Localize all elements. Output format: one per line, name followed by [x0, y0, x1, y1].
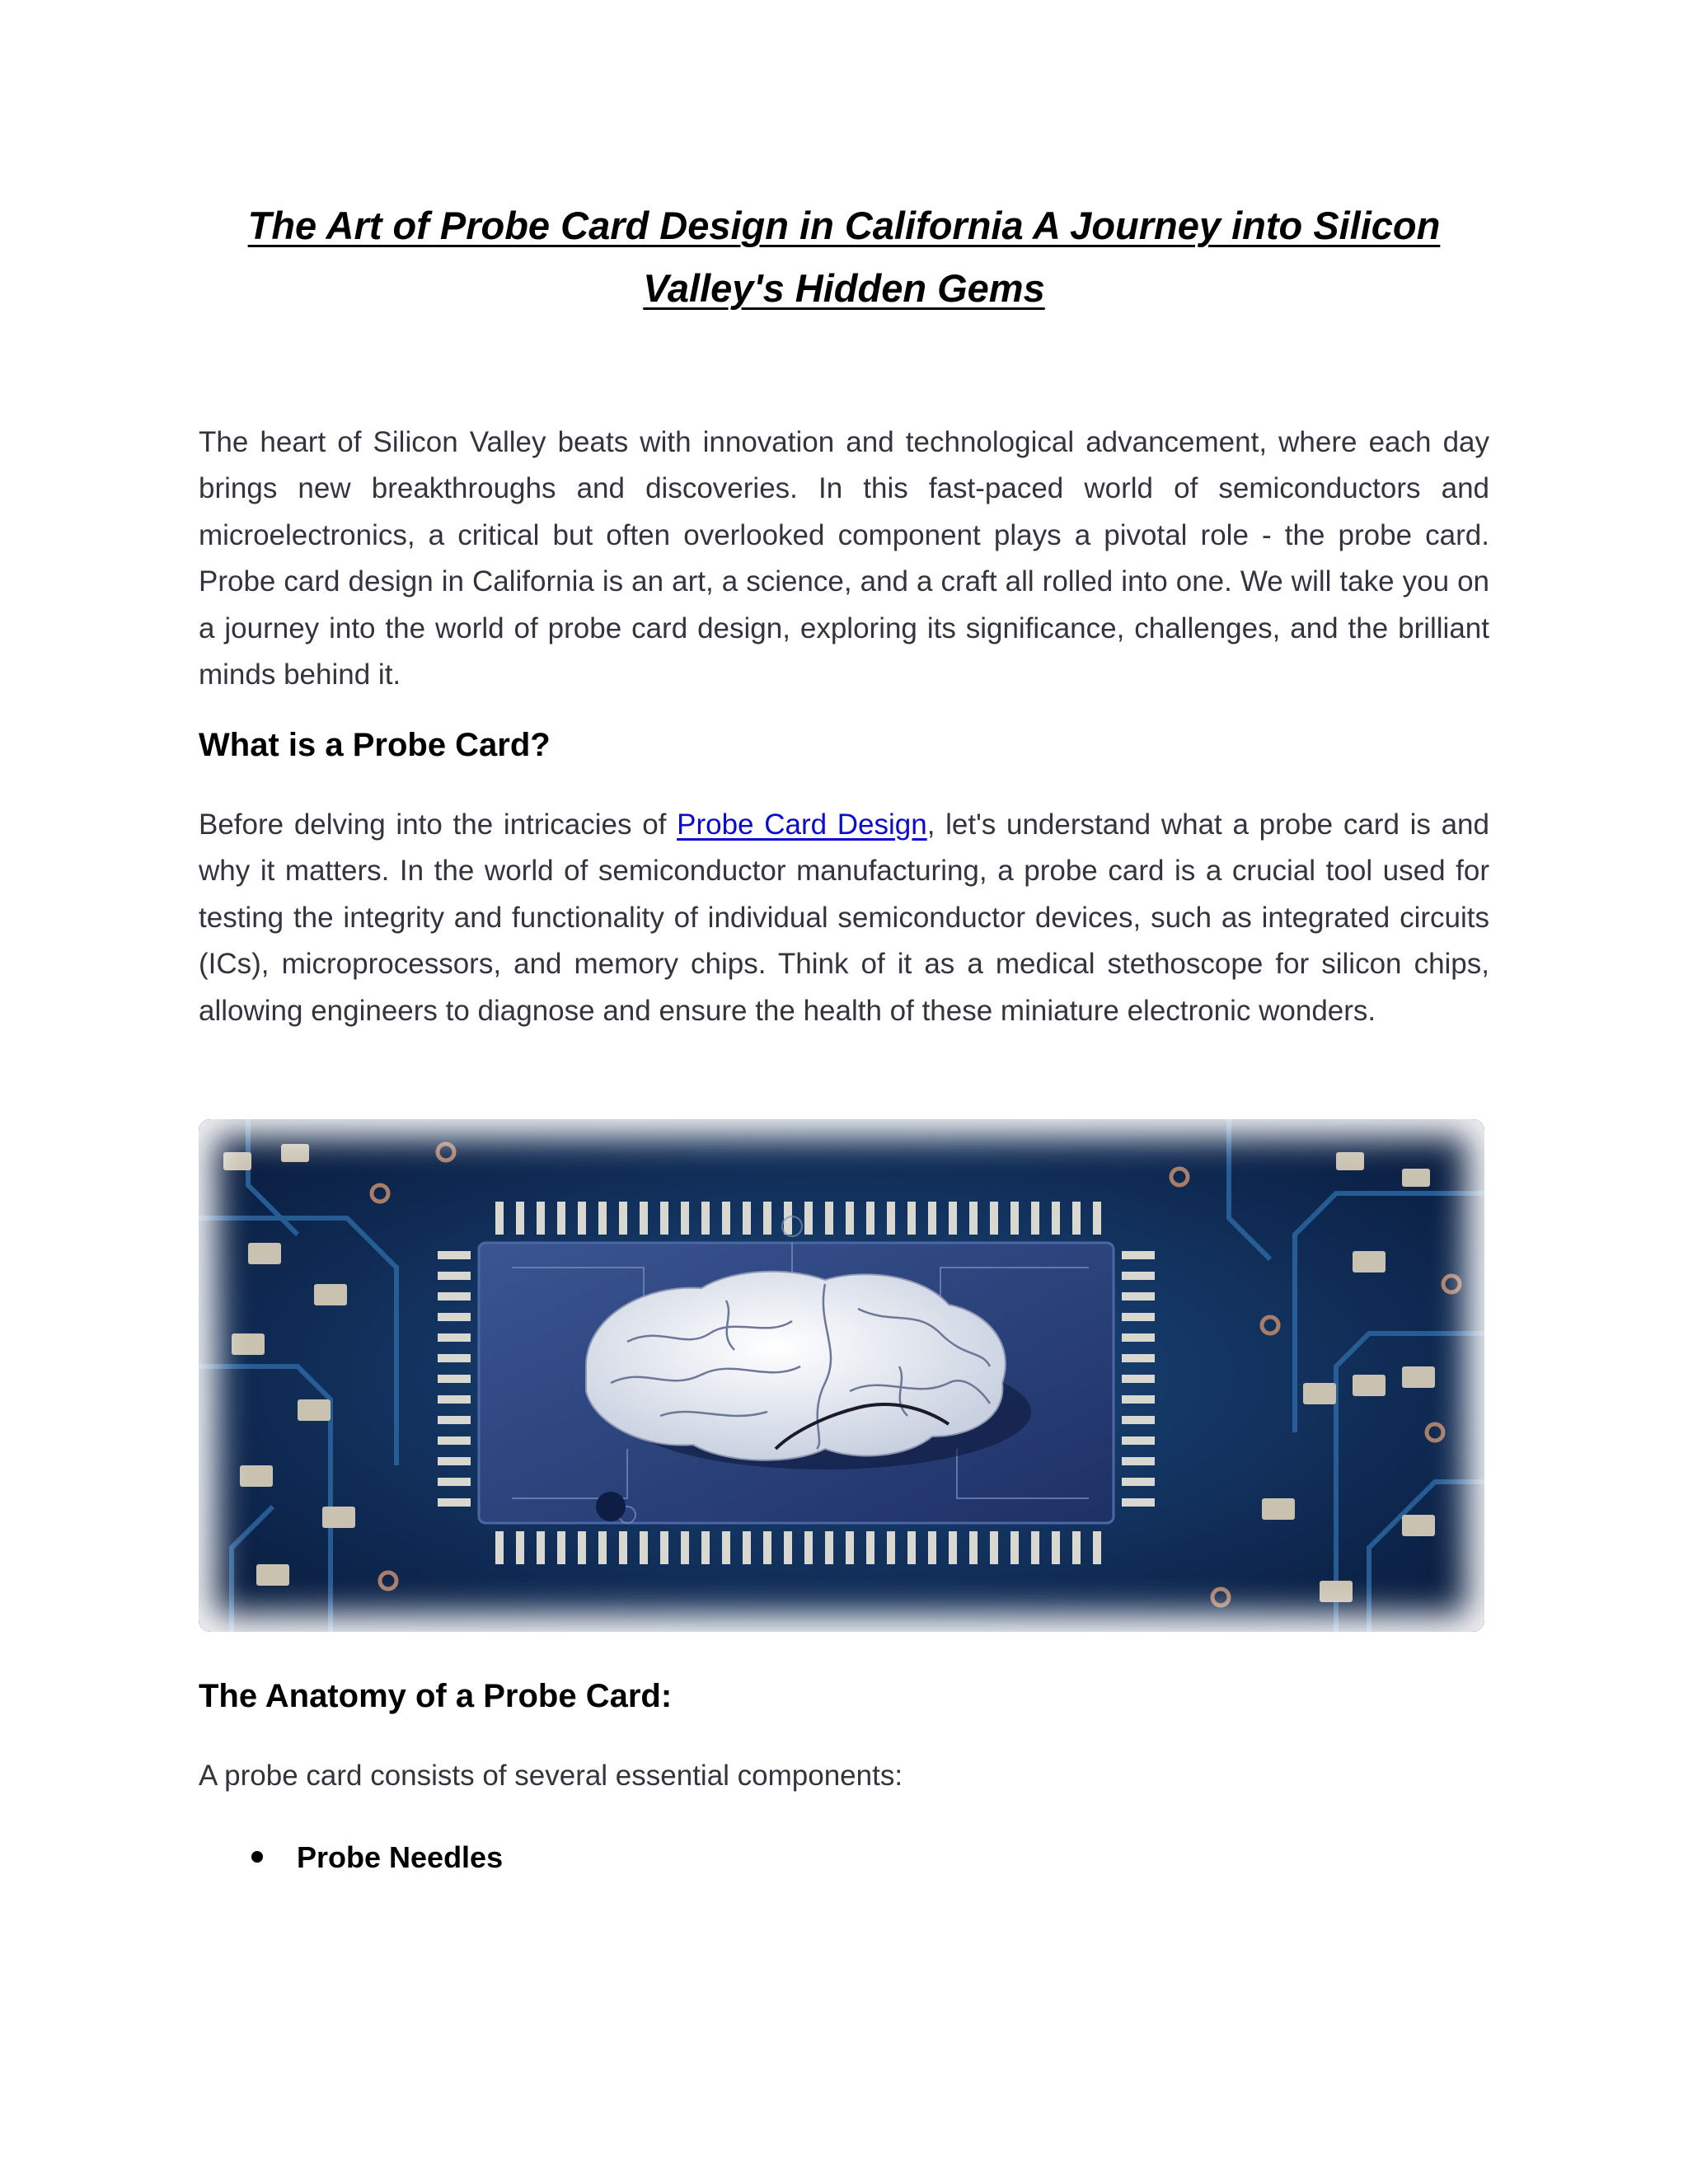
- section-heading-anatomy: The Anatomy of a Probe Card:: [199, 1678, 673, 1714]
- probe-card-design-link[interactable]: Probe Card Design: [677, 808, 927, 841]
- what-is-paragraph: [199, 802, 1489, 1034]
- document-title: The Art of Probe Card Design in California A Journey into Silicon Valley's Hidden Gems: [247, 204, 1441, 310]
- bullet-dot-icon: [251, 1851, 263, 1863]
- list-item: [199, 1835, 503, 1881]
- intro-paragraph: The heart of Silicon Valley beats with innovation and technological advancement, where each day brings new breakthroughs and discoveries. In this fast-paced world of semiconductors and microelectronics, a critical but often overlooked component plays a pivotal role - the probe card. Probe card design in California is an art, a science, and a craft all rolled into one. We will take you on a journey into the world of probe card design, exploring its significance, challenges, and the brilliant minds behind it.: [199, 426, 1489, 691]
- components-list: [199, 1835, 503, 1881]
- anatomy-paragraph: A probe card consists of several essential components:: [199, 1760, 903, 1792]
- list-item-label: Probe Needles: [297, 1840, 504, 1874]
- circuit-board-illustration: [199, 1119, 1484, 1632]
- circuit-board-brain-image: [199, 1119, 1484, 1632]
- what-is-text-after: , let's understand what a probe card is and why it matters. In the world of semiconductor manufacturing, a probe card is a crucial tool used for testing the integrity and functionality of individual semiconductor devices, such as integrated circuits (ICs), microprocessors, and memory chips. Think of it as a medical stethoscope for silicon chips, allowing engineers to diagnose and ensure the health of these miniature electronic wonders.: [199, 808, 1489, 1027]
- section-heading-what-is: What is a Probe Card?: [199, 727, 551, 763]
- what-is-text-before: Before delving into the intricacies of: [199, 808, 678, 841]
